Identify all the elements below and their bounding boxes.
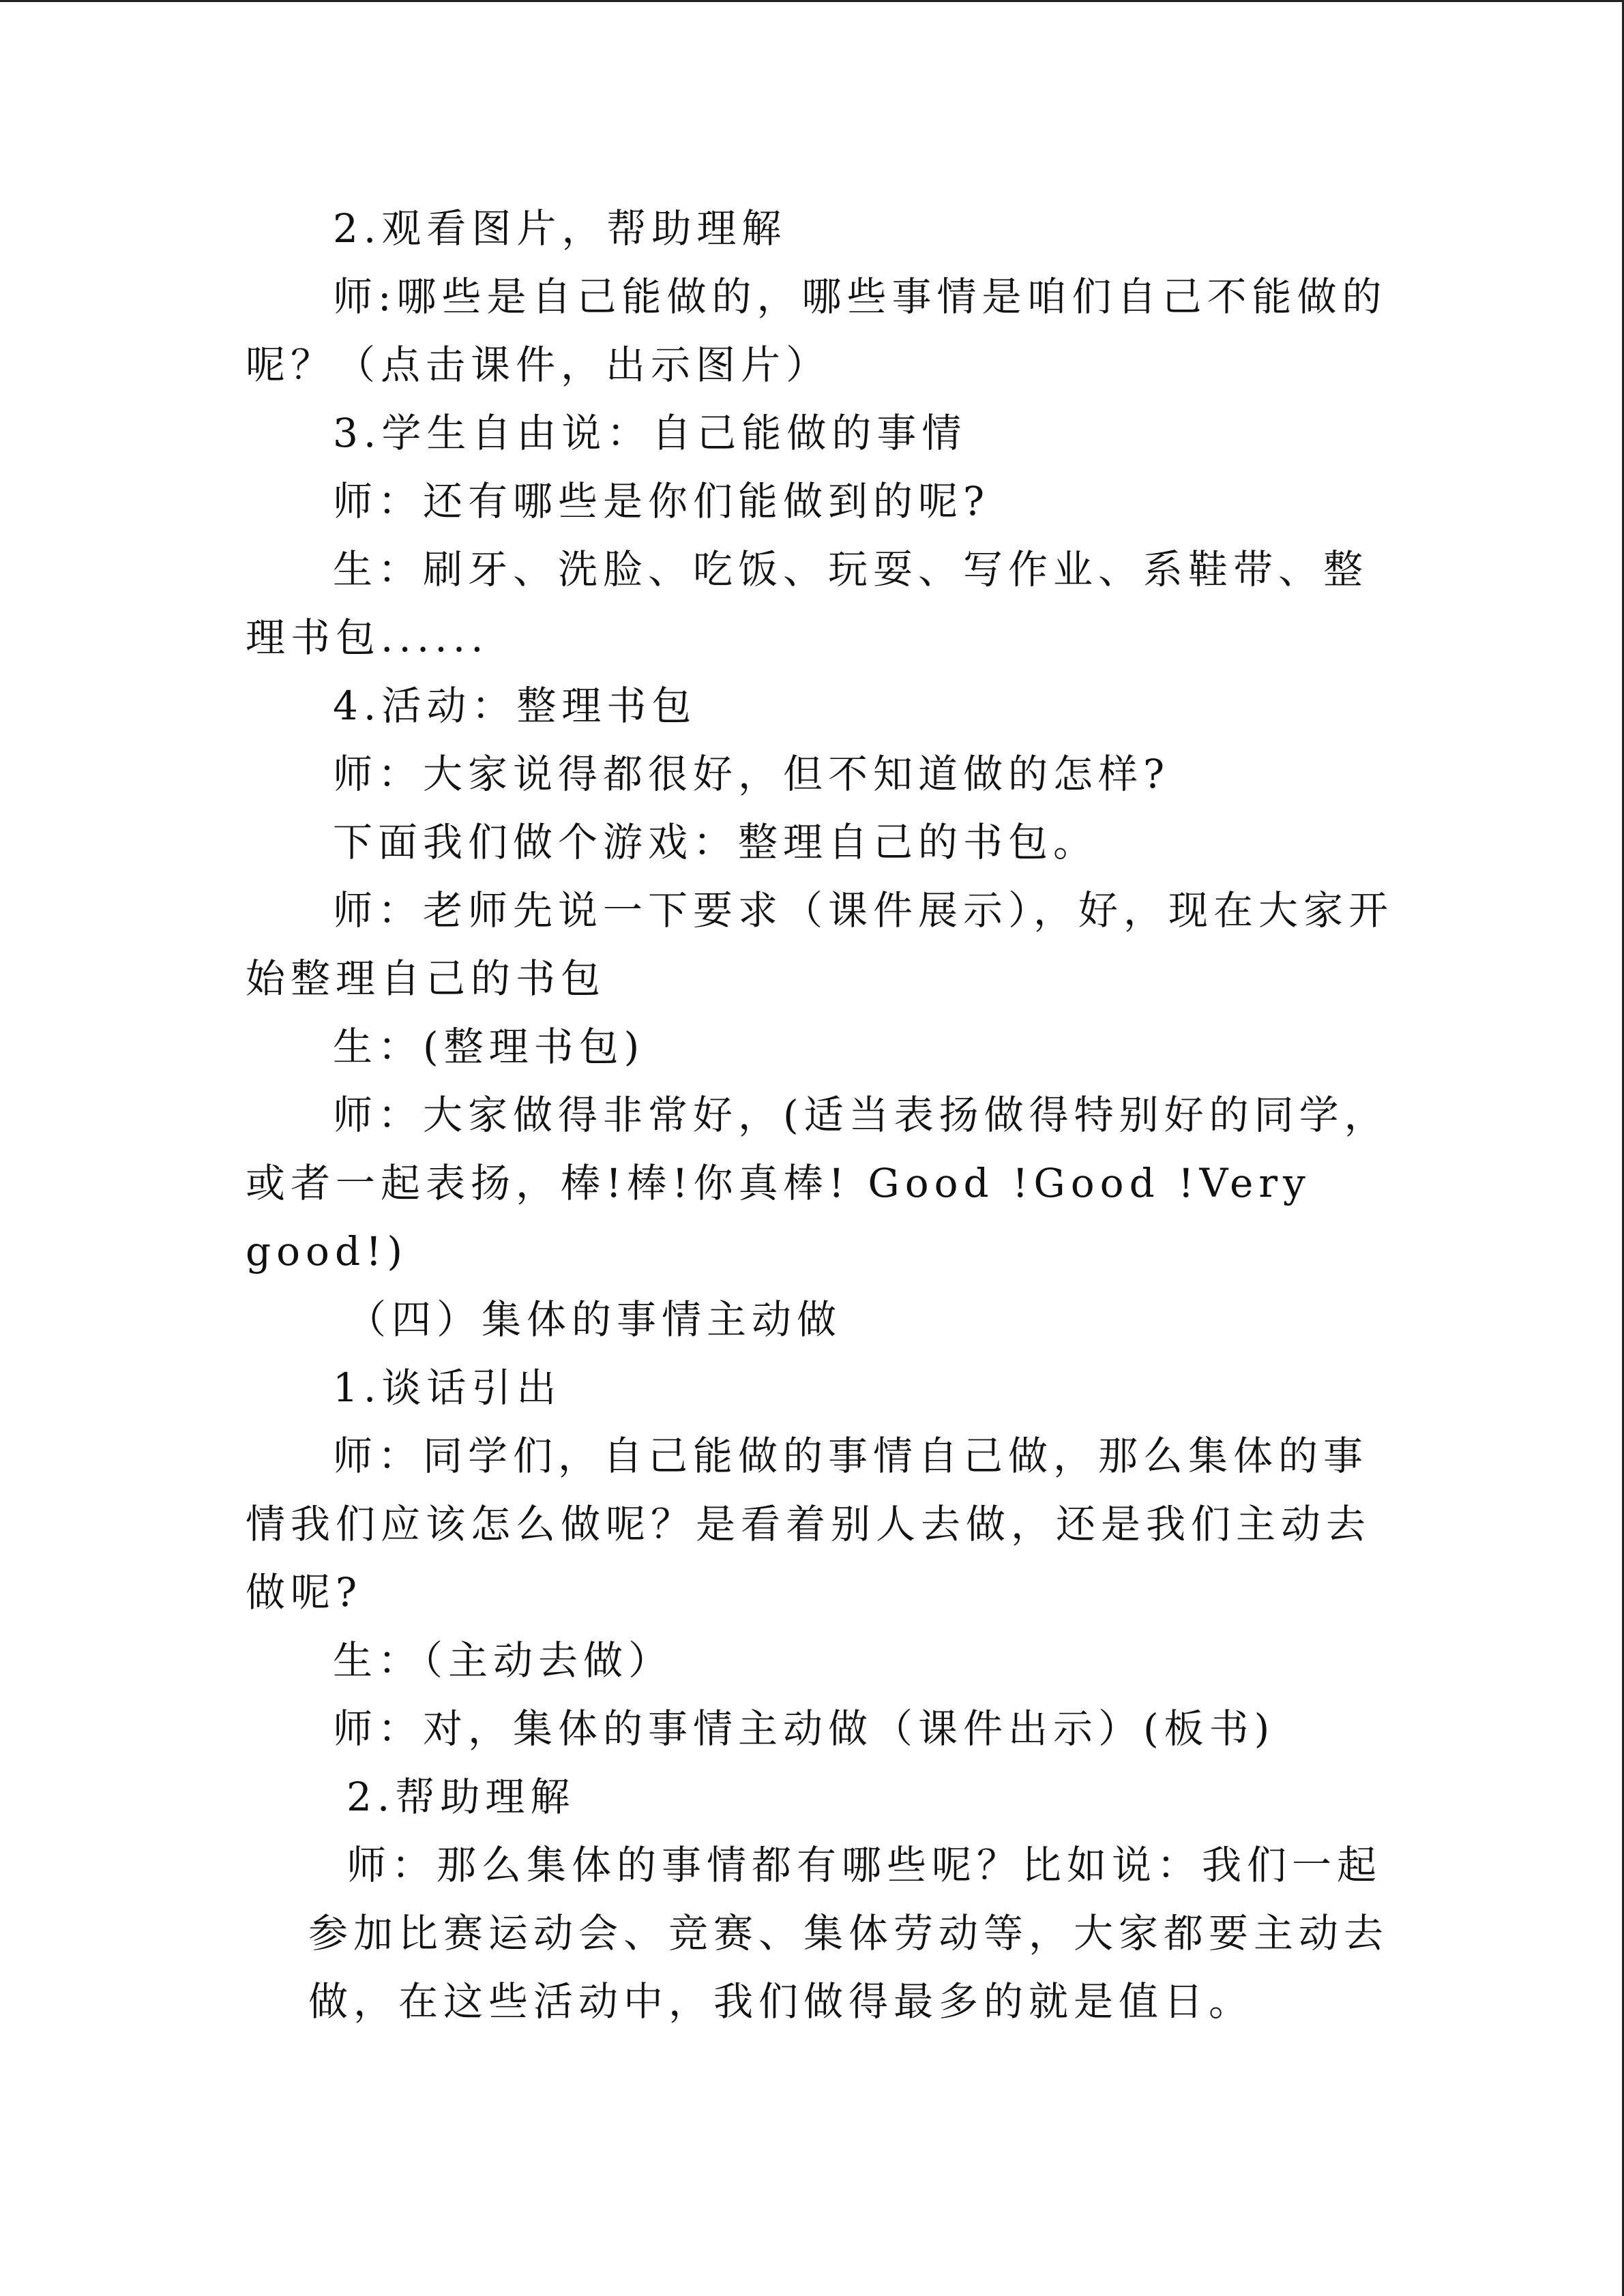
section-heading-view-pictures: 2.观看图片，帮助理解 — [333, 205, 787, 252]
paragraph-line: good!) — [246, 1228, 409, 1274]
paragraph-line: 呢？（点击课件，出示图片） — [246, 342, 831, 388]
section-heading-conversation: 1.谈话引出 — [333, 1365, 562, 1411]
paragraph-line: 师：同学们，自己能做的事情自己做，那么集体的事 — [333, 1433, 1369, 1479]
paragraph-line: 理书包...... — [246, 614, 489, 661]
section-heading-collective: （四）集体的事情主动做 — [346, 1296, 842, 1343]
paragraph-line: 师：还有哪些是你们能做到的呢? — [333, 478, 990, 524]
paragraph-line: 始整理自己的书包 — [246, 955, 606, 1002]
paragraph-line: 参加比赛运动会、竞赛、集体劳动等，大家都要主动去 — [308, 1910, 1389, 1956]
paragraph-line: 师：大家做得非常好，(适当表扬做得特别好的同学， — [333, 1092, 1389, 1138]
paragraph-line: 做呢? — [246, 1569, 363, 1615]
paragraph-line: 师：老师先说一下要求（课件展示），好，现在大家开 — [333, 887, 1394, 934]
paragraph-line: 生：(整理书包) — [333, 1024, 645, 1070]
paragraph-line: 或者一起表扬，棒!棒!你真棒! Good !Good !Very — [246, 1160, 1311, 1206]
paragraph-line: 师：大家说得都很好，但不知道做的怎样? — [333, 751, 1170, 797]
paragraph-line: 师:哪些是自己能做的，哪些事情是咱们自己不能做的 — [333, 273, 1387, 320]
section-heading-help-understand: 2.帮助理解 — [346, 1774, 576, 1820]
page-top-border — [0, 0, 1624, 2]
paragraph-line: 师：那么集体的事情都有哪些呢？比如说：我们一起 — [346, 1842, 1383, 1888]
paragraph-line: 生：刷牙、洗脸、吃饭、玩耍、写作业、系鞋带、整 — [333, 546, 1369, 593]
paragraph-line: 师：对，集体的事情主动做（课件出示）(板书) — [333, 1705, 1275, 1752]
paragraph-line: 生：（主动去做） — [333, 1637, 674, 1684]
section-heading-activity: 4.活动：整理书包 — [333, 683, 697, 729]
section-heading-students-speak: 3.学生自由说：自己能做的事情 — [333, 410, 967, 456]
paragraph-line: 下面我们做个游戏：整理自己的书包。 — [333, 819, 1099, 865]
paragraph-line: 情我们应该怎么做呢？是看着别人去做，还是我们主动去 — [246, 1501, 1372, 1547]
paragraph-line: 做，在这些活动中，我们做得最多的就是值日。 — [308, 1978, 1254, 2025]
